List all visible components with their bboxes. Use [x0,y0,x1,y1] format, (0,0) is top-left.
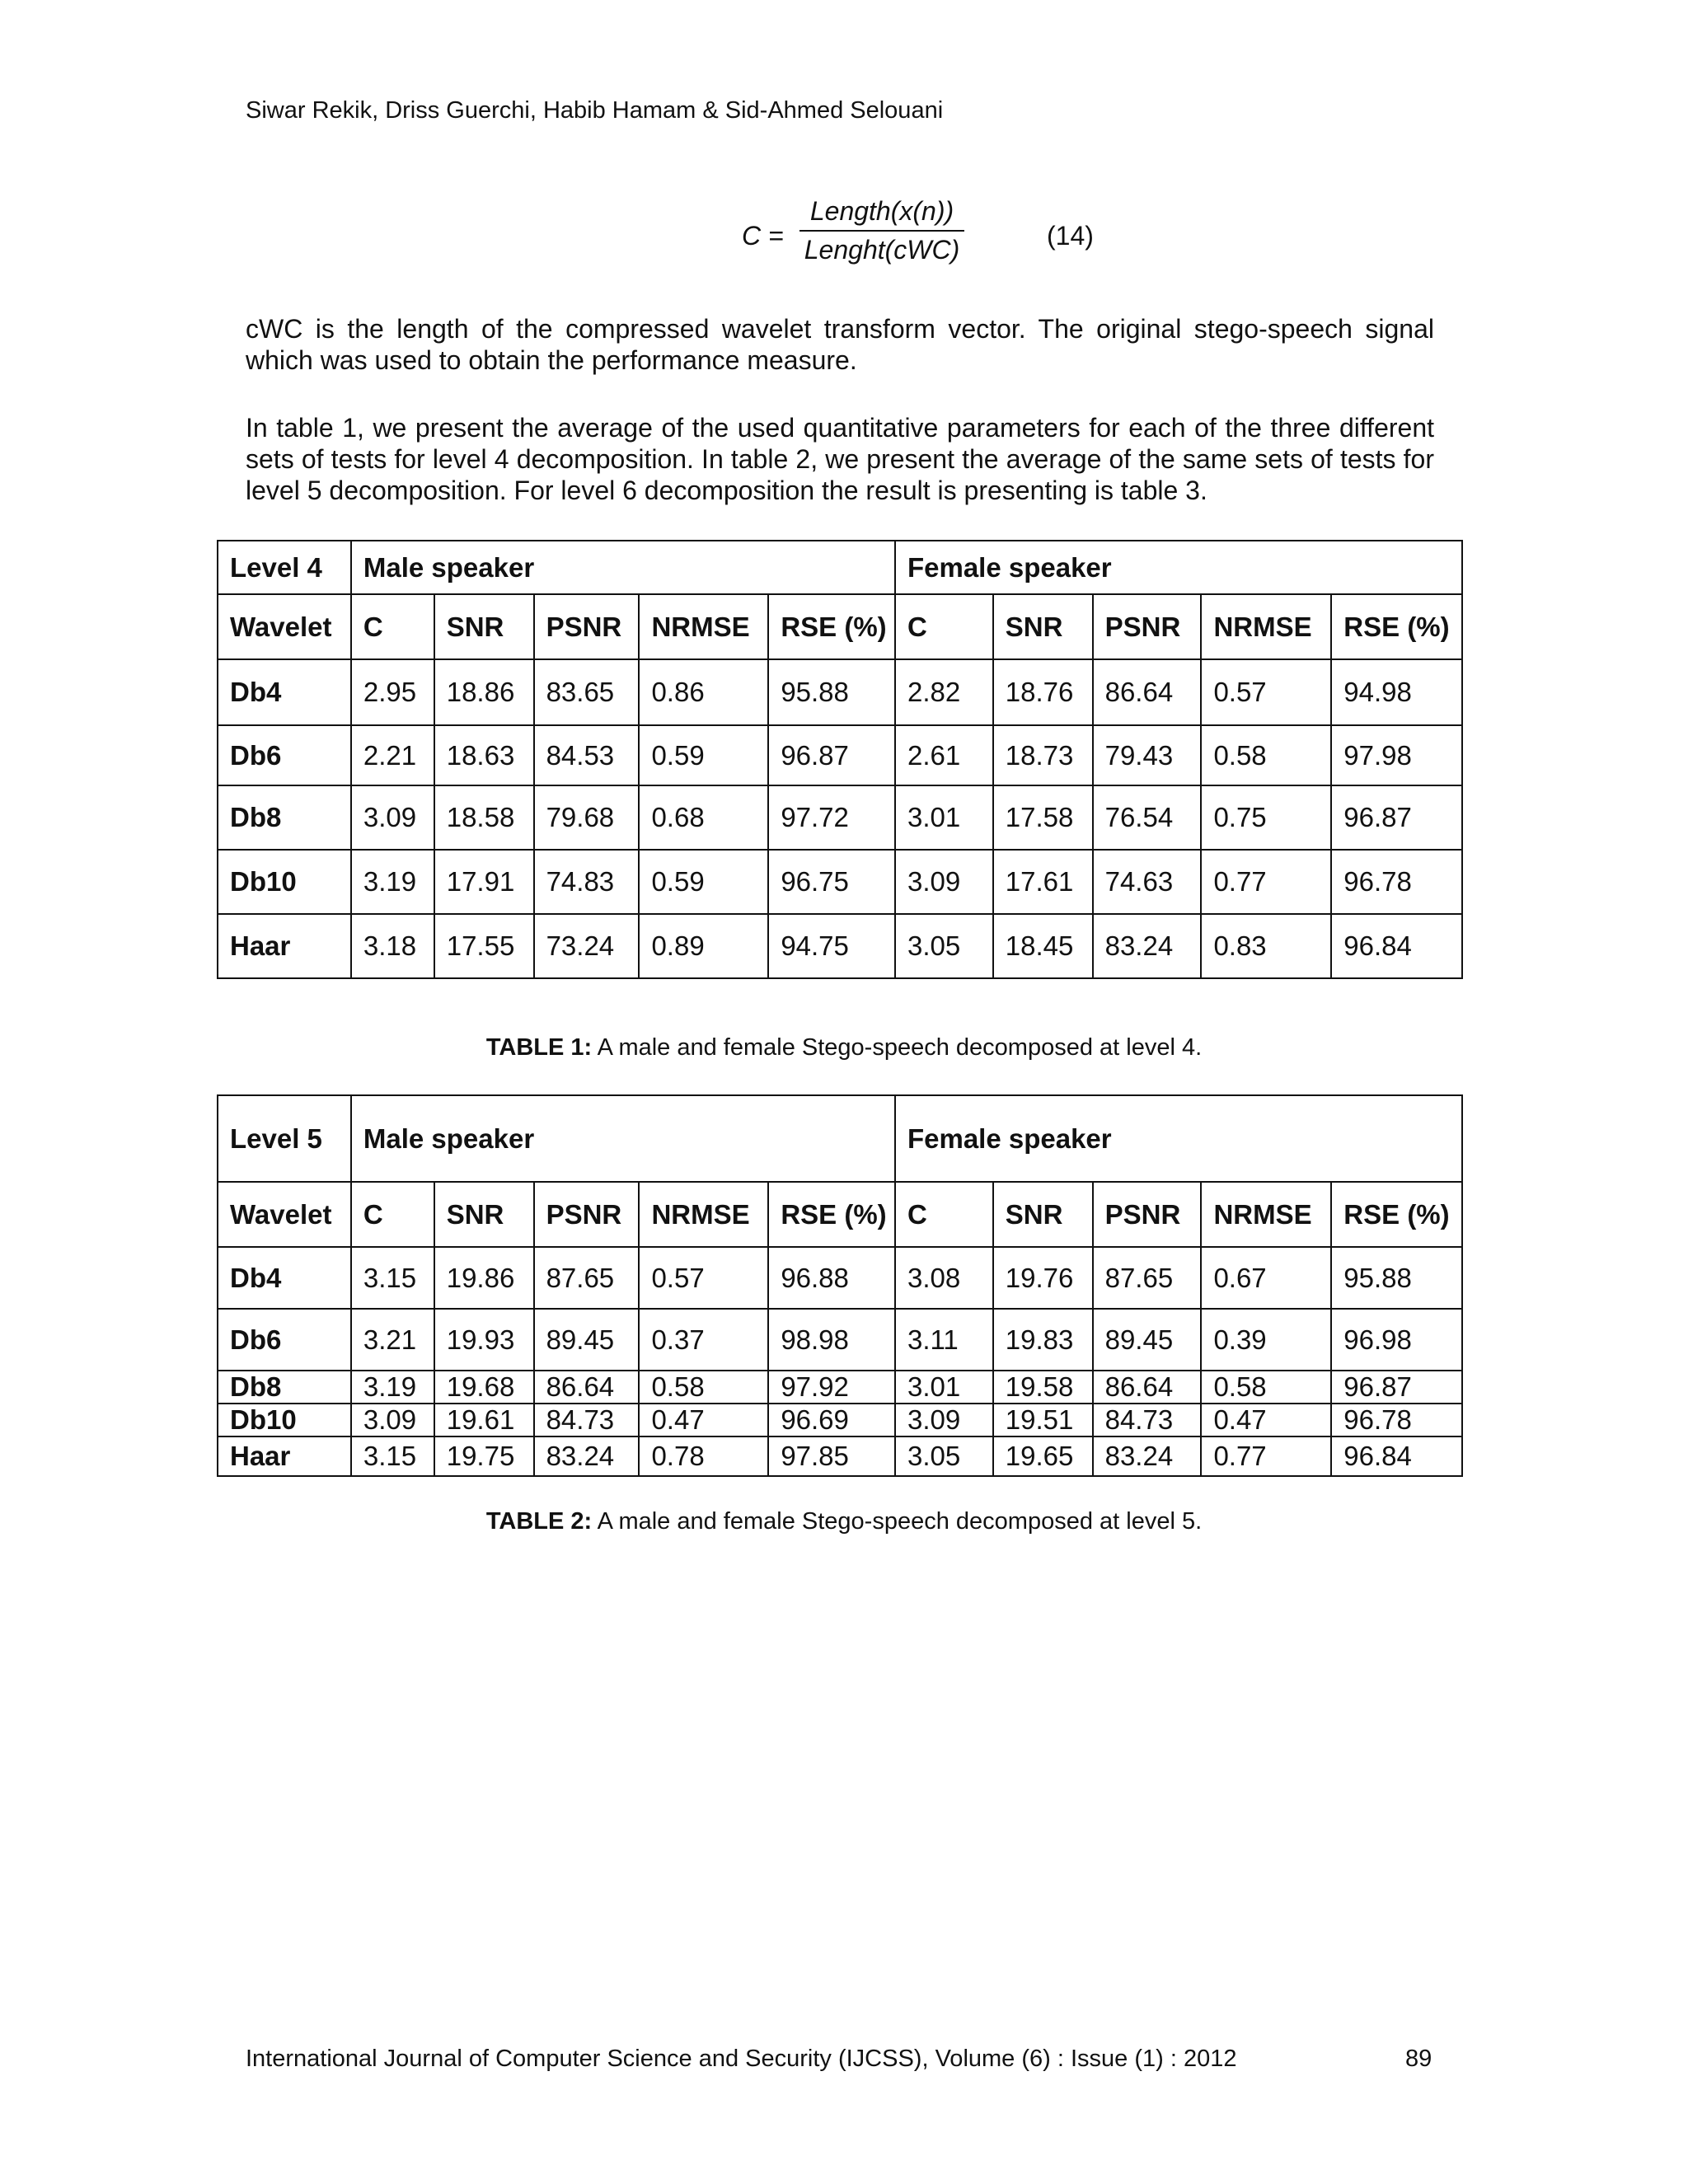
column-header: Wavelet [218,594,351,659]
table-cell: 0.47 [1201,1404,1331,1436]
table-cell: 18.73 [993,725,1093,785]
table-cell: 18.58 [434,785,534,850]
wavelet-cell: Db6 [218,725,351,785]
table-row [218,1371,1462,1404]
table-row [218,725,1462,785]
table-2-caption [0,1508,1688,1535]
table-1-caption [0,1034,1688,1062]
table-cell: 2.82 [895,659,993,725]
table-row [218,659,1462,725]
table-column-header-row [218,594,1462,659]
table-cell: 96.87 [768,725,895,785]
table-cell: 3.09 [895,850,993,914]
table-cell: 3.09 [351,1404,434,1436]
column-header: PSNR [534,1182,640,1247]
equation-fraction [799,196,964,265]
table-cell: 19.83 [993,1309,1093,1371]
table-cell: 17.58 [993,785,1093,850]
table-cell: 0.58 [639,1371,768,1404]
table-cell: 0.77 [1201,1436,1331,1476]
table-cell: 0.58 [1201,725,1331,785]
male-speaker-header: Male speaker [351,541,895,594]
table-cell: 0.39 [1201,1309,1331,1371]
equation-number: (14) [1047,221,1094,251]
table-cell: 3.05 [895,914,993,978]
wavelet-cell: Db4 [218,659,351,725]
table-cell: 94.98 [1331,659,1462,725]
column-header: NRMSE [1201,1182,1331,1247]
column-header: SNR [993,1182,1093,1247]
table-cell: 3.11 [895,1309,993,1371]
column-header: C [895,1182,993,1247]
wavelet-cell: Db4 [218,1247,351,1309]
male-speaker-header: Male speaker [351,1095,895,1182]
table-cell: 96.84 [1331,914,1462,978]
table-cell: 0.37 [639,1309,768,1371]
column-header: NRMSE [1201,594,1331,659]
table-cell: 97.85 [768,1436,895,1476]
table-group-header-row [218,1095,1462,1182]
table-row [218,850,1462,914]
table-cell: 19.58 [993,1371,1093,1404]
table-cell: 0.83 [1201,914,1331,978]
column-header: PSNR [1093,1182,1202,1247]
table-cell: 96.87 [1331,785,1462,850]
table-cell: 3.01 [895,1371,993,1404]
table-cell: 96.84 [1331,1436,1462,1476]
table-cell: 96.87 [1331,1371,1462,1404]
table-level-cell: Level 5 [218,1095,351,1182]
wavelet-cell: Db8 [218,785,351,850]
table-cell: 18.76 [993,659,1093,725]
table-cell: 19.76 [993,1247,1093,1309]
equation-denominator: Lenght(cWC) [804,235,960,265]
table-cell: 84.73 [534,1404,640,1436]
table-cell: 17.91 [434,850,534,914]
column-header: RSE (%) [768,1182,895,1247]
table-cell: 83.24 [1093,1436,1202,1476]
table-cell: 76.54 [1093,785,1202,850]
table-cell: 19.86 [434,1247,534,1309]
table-cell: 19.61 [434,1404,534,1436]
table-cell: 19.65 [993,1436,1093,1476]
column-header: C [351,594,434,659]
table-row [218,1247,1462,1309]
table-cell: 83.24 [1093,914,1202,978]
table-cell: 0.57 [639,1247,768,1309]
wavelet-cell: Haar [218,1436,351,1476]
table-row [218,1309,1462,1371]
table-cell: 17.55 [434,914,534,978]
table-cell: 79.68 [534,785,640,850]
wavelet-cell: Db10 [218,850,351,914]
table-cell: 0.89 [639,914,768,978]
column-header: C [895,594,993,659]
wavelet-cell: Db8 [218,1371,351,1404]
table-group-header-row [218,541,1462,594]
column-header: RSE (%) [1331,1182,1462,1247]
fraction-bar [799,230,964,232]
table-cell: 74.63 [1093,850,1202,914]
column-header: C [351,1182,434,1247]
equation-numerator: Length(x(n)) [809,196,954,226]
running-header: Siwar Rekik, Driss Guerchi, Habib Hamam & Sid-Ahmed Selouani [246,97,944,124]
female-speaker-header: Female speaker [895,541,1462,594]
table-cell: 96.78 [1331,1404,1462,1436]
caption-label: TABLE 2: [485,1508,593,1535]
table-cell: 84.73 [1093,1404,1202,1436]
table-cell: 94.75 [768,914,895,978]
table-cell: 84.53 [534,725,640,785]
wavelet-cell: Db6 [218,1309,351,1371]
table-cell: 0.67 [1201,1247,1331,1309]
wavelet-cell: Haar [218,914,351,978]
table-cell: 18.45 [993,914,1093,978]
table-cell: 98.98 [768,1309,895,1371]
table-cell: 3.09 [895,1404,993,1436]
table-cell: 3.19 [351,1371,434,1404]
table-cell: 3.19 [351,850,434,914]
body-paragraph: cWC is the length of the compressed wavelet transform vector. The original stego-speech signal which was used to obtain the performance measure. [246,314,1434,375]
table-cell: 95.88 [768,659,895,725]
table-cell: 89.45 [534,1309,640,1371]
table-cell: 79.43 [1093,725,1202,785]
table-column-header-row [218,1182,1462,1247]
table-cell: 0.78 [639,1436,768,1476]
table-2 [217,1094,1463,1477]
table-cell: 3.09 [351,785,434,850]
table-row [218,914,1462,978]
table-cell: 96.98 [1331,1309,1462,1371]
table-cell: 97.72 [768,785,895,850]
table-cell: 0.59 [639,850,768,914]
table-cell: 86.64 [534,1371,640,1404]
table-cell: 3.05 [895,1436,993,1476]
table-cell: 86.64 [1093,1371,1202,1404]
page-number: 89 [1405,2046,1432,2072]
table-cell: 83.24 [534,1436,640,1476]
column-header: SNR [993,594,1093,659]
table-cell: 0.59 [639,725,768,785]
table-cell: 3.15 [351,1247,434,1309]
table-cell: 96.69 [768,1404,895,1436]
table-cell: 19.51 [993,1404,1093,1436]
table-cell: 3.21 [351,1309,434,1371]
table-cell: 96.88 [768,1247,895,1309]
table-row [218,1436,1462,1476]
table-cell: 0.86 [639,659,768,725]
table-cell: 3.15 [351,1436,434,1476]
equation-lhs: C = [742,221,784,251]
table-cell: 97.98 [1331,725,1462,785]
table-cell: 0.47 [639,1404,768,1436]
table-cell: 2.95 [351,659,434,725]
table-cell: 86.64 [1093,659,1202,725]
column-header: NRMSE [639,594,768,659]
table-1 [217,540,1463,979]
journal-footer: International Journal of Computer Science and Security (IJCSS), Volume (6) : Issue (1) : 2012 [246,2046,1237,2072]
wavelet-cell: Db10 [218,1404,351,1436]
table-cell: 87.65 [534,1247,640,1309]
column-header: PSNR [534,594,640,659]
table-row [218,785,1462,850]
body-paragraph: In table 1, we present the average of the used quantitative parameters for each of the three different sets of tests for level 4 decomposition. In table 2, we present the average of the same sets of tests for level 5 decomposition. For level 6 decomposition the result is presenting is table 3. [246,413,1434,505]
table-cell: 89.45 [1093,1309,1202,1371]
caption-text: A male and female Stego-speech decomposed at level 4. [592,1034,1203,1061]
table-cell: 96.78 [1331,850,1462,914]
table-cell: 17.61 [993,850,1093,914]
table-cell: 97.92 [768,1371,895,1404]
column-header: SNR [434,594,534,659]
table-cell: 73.24 [534,914,640,978]
table-cell: 19.68 [434,1371,534,1404]
table-cell: 74.83 [534,850,640,914]
table-cell: 3.01 [895,785,993,850]
column-header: RSE (%) [768,594,895,659]
table-level-cell: Level 4 [218,541,351,594]
table-cell: 0.75 [1201,785,1331,850]
table-cell: 3.18 [351,914,434,978]
column-header: Wavelet [218,1182,351,1247]
column-header: PSNR [1093,594,1202,659]
column-header: NRMSE [639,1182,768,1247]
table-cell: 0.77 [1201,850,1331,914]
caption-text: A male and female Stego-speech decomposed at level 5. [592,1508,1203,1535]
table-cell: 2.21 [351,725,434,785]
column-header: RSE (%) [1331,594,1462,659]
table-cell: 3.08 [895,1247,993,1309]
female-speaker-header: Female speaker [895,1095,1462,1182]
table-cell: 96.75 [768,850,895,914]
table-cell: 18.86 [434,659,534,725]
column-header: SNR [434,1182,534,1247]
caption-label: TABLE 1: [485,1034,593,1061]
table-cell: 95.88 [1331,1247,1462,1309]
table-cell: 18.63 [434,725,534,785]
table-cell: 0.68 [639,785,768,850]
table-cell: 2.61 [895,725,993,785]
table-cell: 0.57 [1201,659,1331,725]
table-cell: 19.93 [434,1309,534,1371]
table-cell: 19.75 [434,1436,534,1476]
equation-14 [742,196,1113,279]
table-cell: 87.65 [1093,1247,1202,1309]
table-row [218,1404,1462,1436]
table-cell: 83.65 [534,659,640,725]
table-cell: 0.58 [1201,1371,1331,1404]
